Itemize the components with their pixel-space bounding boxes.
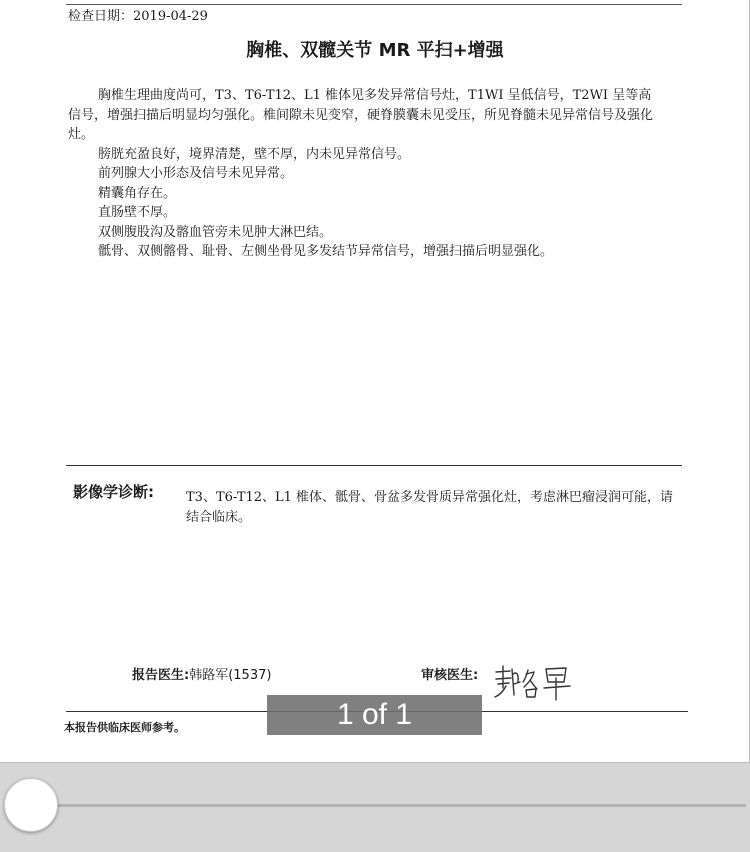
- report-doctor-label: 报告医生:: [132, 668, 190, 683]
- finding-paragraph: 精囊角存在。: [98, 185, 177, 201]
- finding-paragraph: 前列腺大小形态及信号未见异常。: [98, 166, 294, 181]
- diagnosis-text: T3、T6-T12、L1 椎体、骶骨、骨盆多发骨质异常强化灶，考虑淋巴瘤浸润可能，请结合临床。: [186, 490, 674, 525]
- page-scrubber-track[interactable]: [30, 804, 746, 807]
- finding-paragraph: 胸椎生理曲度尚可，T3、T6-T12、L1 椎体见多发异常信号灶，T1WI 呈低信号，T2WI 呈等高信号，增强扫描后明显均匀强化。椎间隙未见变窄，硬脊膜囊未见受压，所见脊髓未见异常信号及强化灶。: [68, 88, 654, 142]
- diagnosis-label: 影像学诊断:: [73, 483, 154, 501]
- report-title: 胸椎、双髋关节 MR 平扫+增强: [246, 40, 504, 61]
- findings-section: [68, 86, 660, 262]
- finding-paragraph: 双侧腹股沟及髂血管旁未见肿大淋巴结。: [98, 224, 333, 240]
- report-doctor-value: 韩路军(1537): [189, 668, 272, 683]
- signature-icon: [490, 660, 582, 702]
- page-indicator: 1 of 1: [267, 695, 482, 735]
- report-doctor: [132, 664, 271, 683]
- diagnosis-divider: [66, 465, 682, 466]
- finding-paragraph: 膀胱充盈良好，境界清楚，壁不厚，内未见异常信号。: [98, 146, 411, 162]
- review-doctor-label: 审核医生:: [421, 668, 479, 683]
- report-footnote: 本报告供临床医师参考。: [64, 721, 185, 734]
- finding-paragraph: 骶骨、双侧髂骨、耻骨、左侧坐骨见多发结节异常信号，增强扫描后明显强化。: [98, 244, 554, 259]
- page-scrubber-thumb[interactable]: [4, 778, 58, 832]
- finding-paragraph: 直肠壁不厚。: [98, 205, 177, 220]
- handwritten-signature: [490, 660, 582, 702]
- exam-date: 检查日期：2019-04-29: [68, 9, 208, 24]
